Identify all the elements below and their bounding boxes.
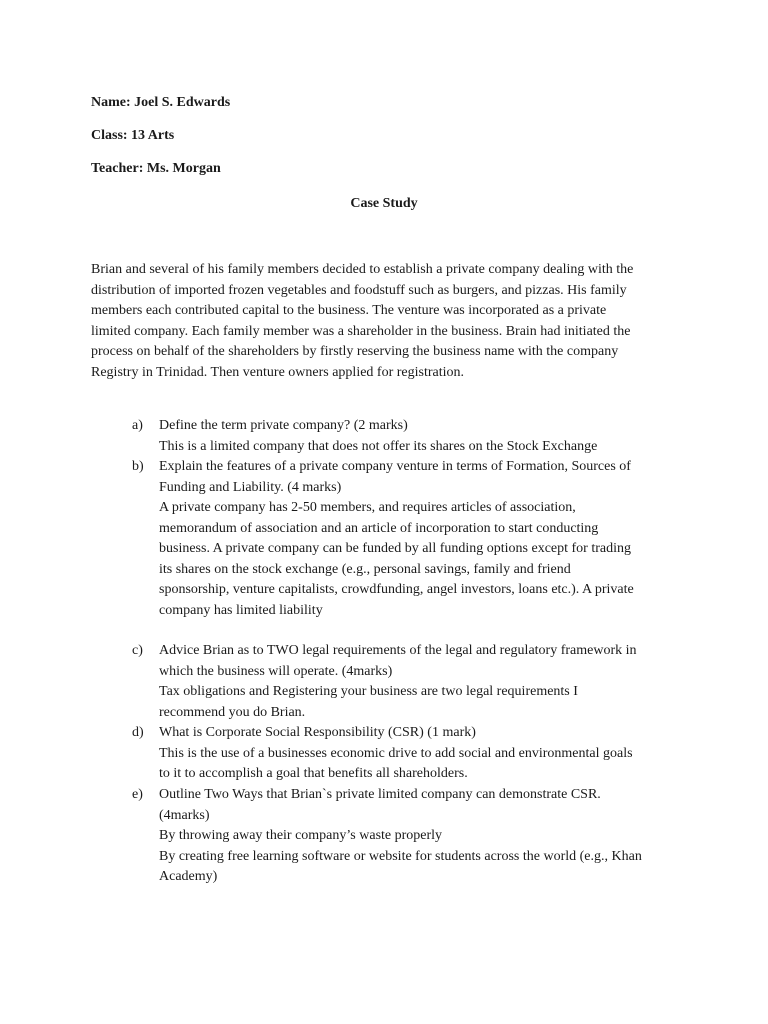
- teacher-name: Teacher: Ms. Morgan: [91, 161, 221, 176]
- question-body: [159, 641, 699, 723]
- question-line: (4marks): [159, 807, 210, 823]
- answer-line: By throwing away their company’s waste properly: [159, 828, 443, 843]
- question-line: What is Corporate Social Responsibility (CSR) (1 mark): [159, 725, 476, 740]
- question-line: Outline Two Ways that Brian`s private limited company can demonstrate CSR.: [159, 787, 601, 802]
- question-body: [159, 416, 699, 457]
- student-name: Name: Joel S. Edwards: [91, 95, 231, 110]
- question-body: [159, 785, 699, 888]
- question-line: which the business will operate. (4marks): [159, 663, 393, 679]
- answer-line: This is the use of a businesses economic drive to add social and environmental goals: [159, 745, 633, 761]
- answer-line: to it to accomplish a goal that benefits all shareholders.: [159, 766, 468, 781]
- answer-line: This is a limited company that does not offer its shares on the Stock Exchange: [159, 438, 598, 454]
- question-body: [159, 723, 699, 785]
- answer-line: A private company has 2-50 members, and requires articles of association,: [159, 500, 576, 515]
- question-line: Explain the features of a private company venture in terms of Formation, Sources of: [159, 459, 631, 474]
- question-marker: e): [132, 787, 143, 802]
- answer-line: business. A private company can be funded by all funding options except for trading: [159, 541, 632, 556]
- intro-line: Brian and several of his family members decided to establish a private company dealing with the: [91, 262, 634, 277]
- question-marker: b): [132, 459, 144, 474]
- intro-line: distribution of imported frozen vegetables and foodstuff such as burgers, and pizzas. His family: [91, 282, 627, 298]
- answer-line: company has limited liability: [159, 602, 323, 618]
- question-marker: d): [132, 725, 144, 740]
- document-title: Case Study: [350, 196, 418, 211]
- question-body: [159, 457, 699, 621]
- question-line: Define the term private company? (2 marks): [159, 418, 408, 433]
- intro-line: members each contributed capital to the business. The venture was incorporated as a private: [91, 303, 607, 318]
- question-line: Funding and Liability. (4 marks): [159, 479, 342, 495]
- answer-line: recommend you do Brian.: [159, 704, 306, 720]
- answer-line: sponsorship, venture capitalists, crowdfunding, angel investors, loans etc.). A private: [159, 582, 634, 597]
- intro-paragraph: [91, 260, 691, 383]
- intro-line: Registry in Trinidad. Then venture owners applied for registration.: [91, 364, 465, 380]
- question-line: Advice Brian as to TWO legal requirements of the legal and regulatory framework in: [159, 643, 637, 658]
- intro-line: process on behalf of the shareholders by firstly reserving the business name with the company: [91, 344, 619, 359]
- intro-line: limited company. Each family member was a shareholder in the business. Brain had initiated the: [91, 323, 631, 339]
- question-marker: a): [132, 418, 143, 433]
- answer-line: Academy): [159, 869, 218, 884]
- answer-line: its shares on the stock exchange (e.g., personal savings, family and friend: [159, 561, 571, 577]
- question-marker: c): [132, 643, 143, 658]
- student-class: Class: 13 Arts: [91, 128, 175, 143]
- answer-line: By creating free learning software or website for students across the world (e.g., Khan: [159, 848, 642, 864]
- answer-line: memorandum of association and an article of incorporation to start conducting: [159, 520, 599, 536]
- answer-line: Tax obligations and Registering your business are two legal requirements I: [159, 684, 578, 699]
